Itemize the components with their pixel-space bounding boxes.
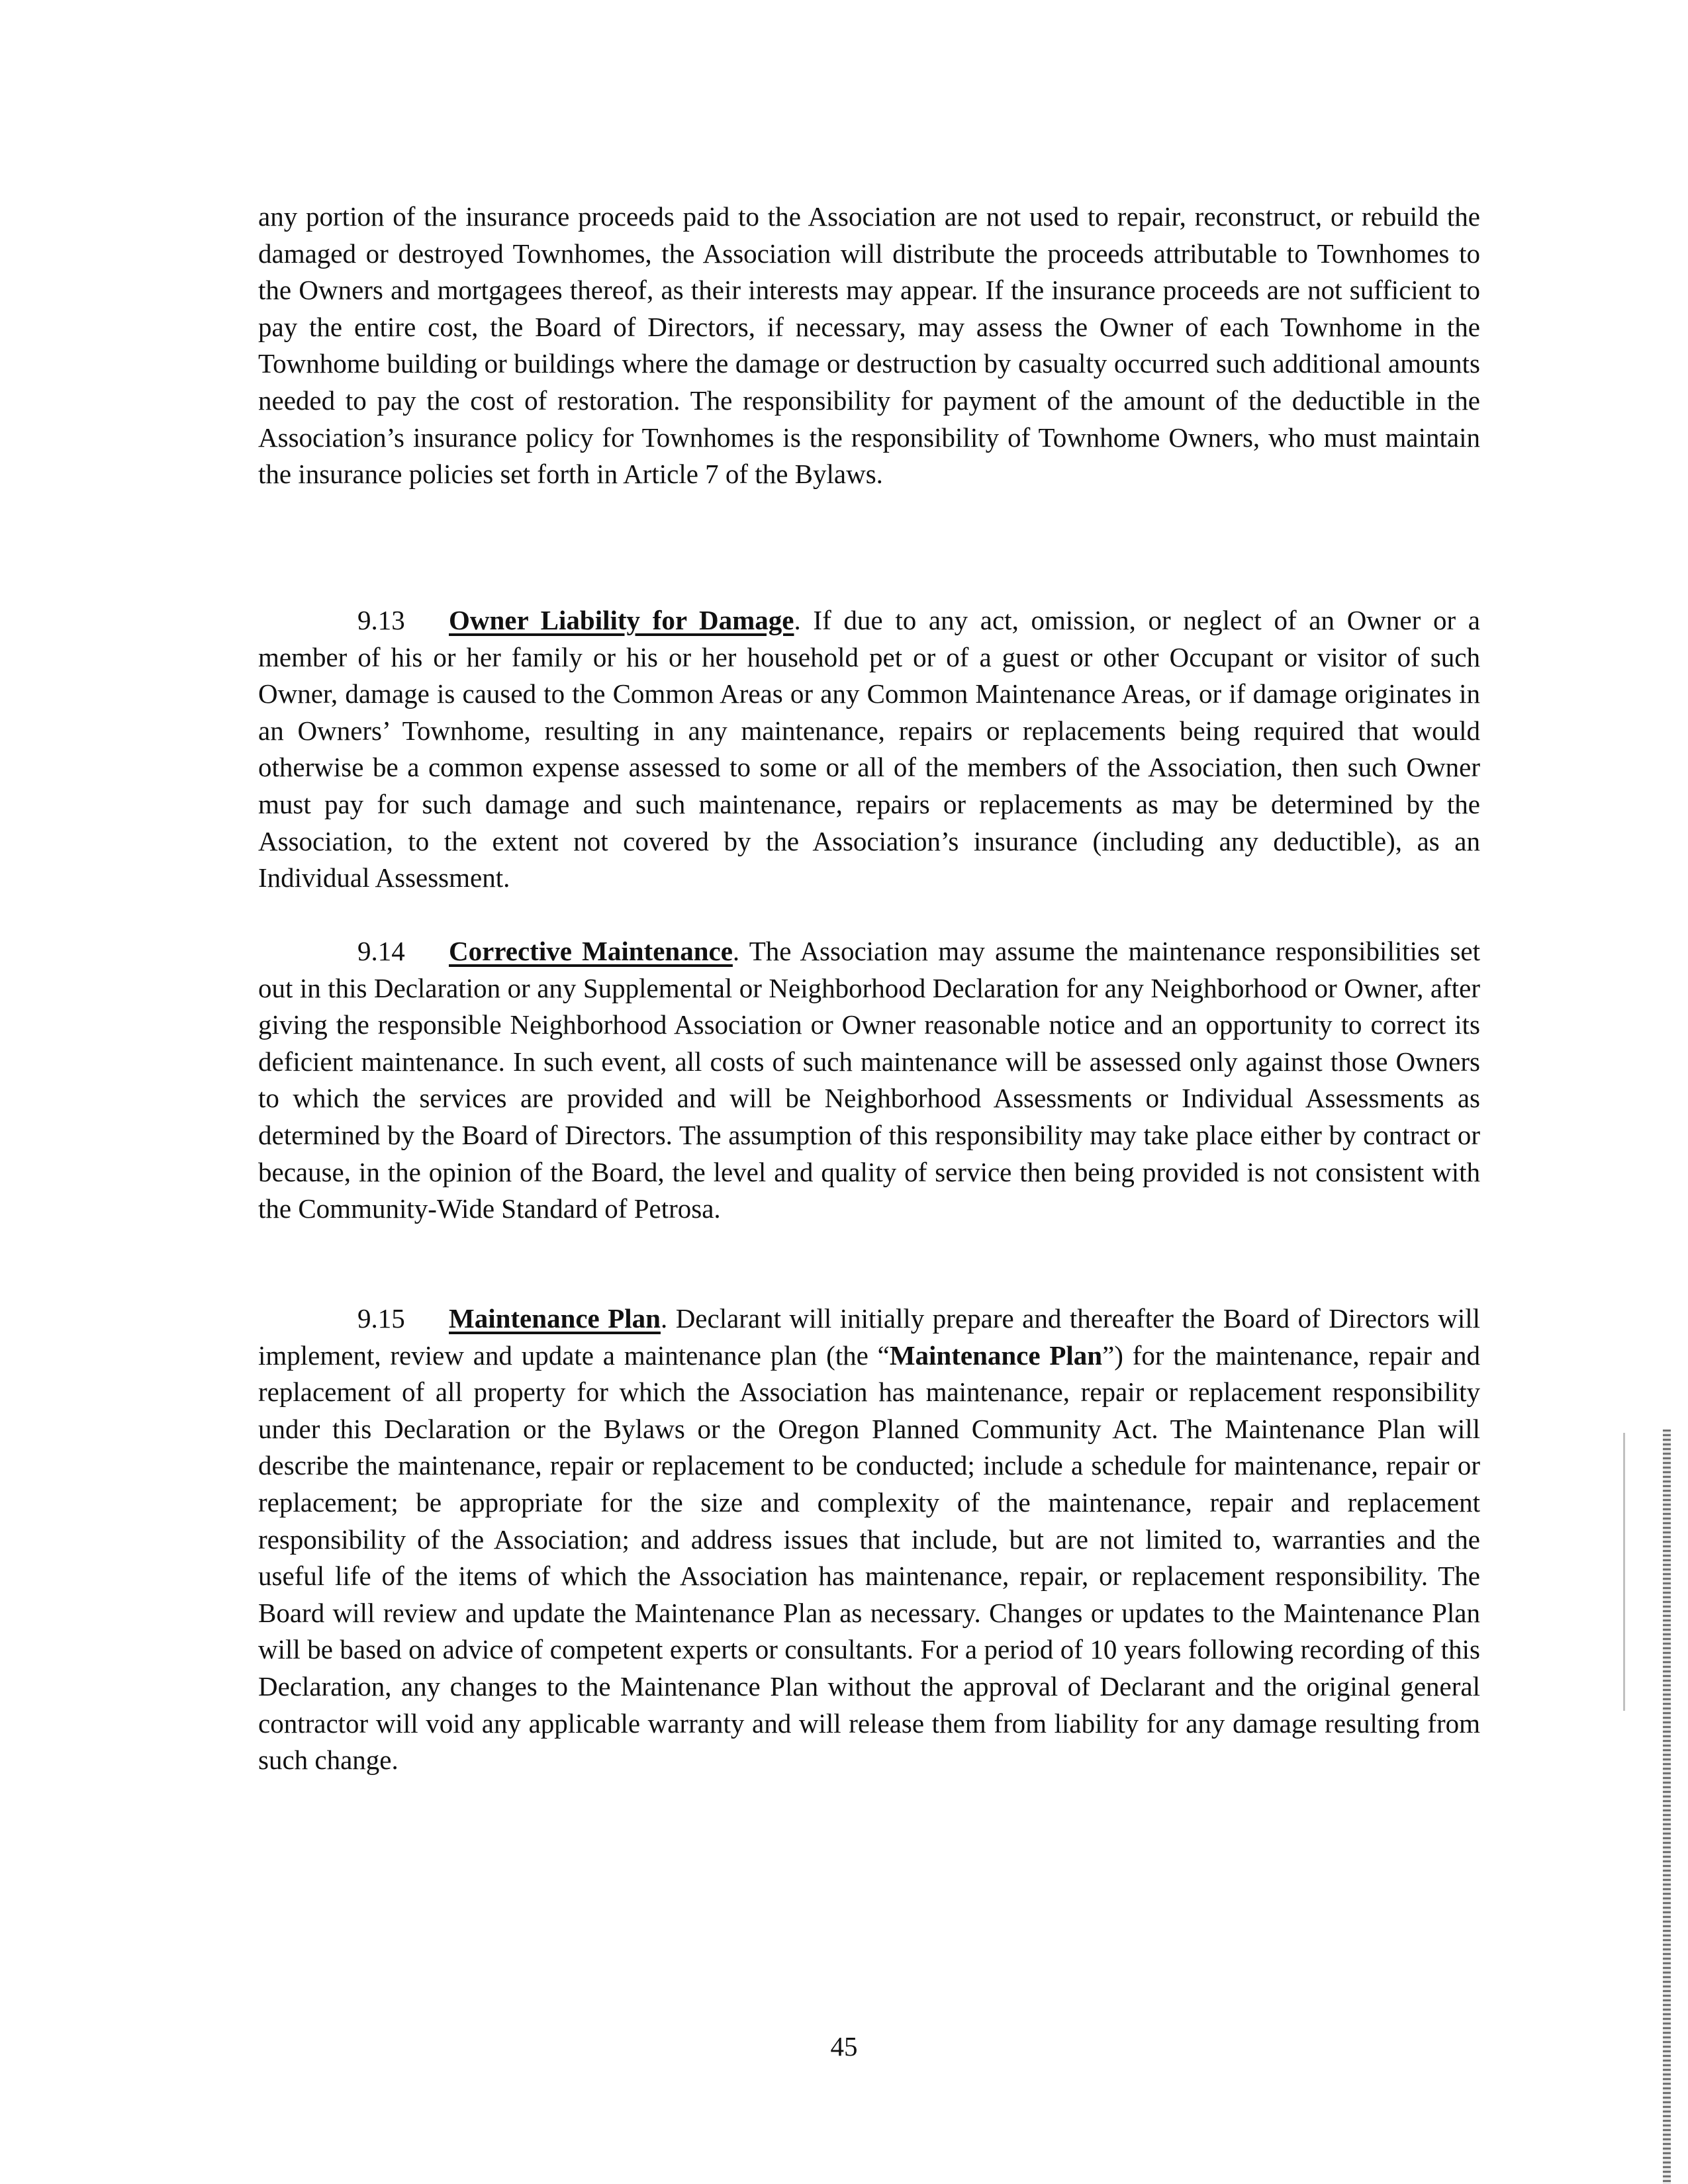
section-title: Maintenance Plan xyxy=(449,1303,661,1334)
section-title: Owner Liability for Damage xyxy=(449,605,794,635)
continuation-paragraph: any portion of the insurance proceeds paid to the Association are not used to repair, reconstruct, or rebuild the damaged or destroyed Townhomes, the Association will distribute the proceeds attributable to Townhomes to the Owners and mortgagees thereof, as their interests may appear. If the insurance proceeds are not sufficient to pay the entire cost, the Board of Directors, if necessary, may assess the Owner of each Townhome in the Townhome building or buildings where the damage or destruction by casualty occurred such additional amounts needed to pay the cost of restoration. The responsibility for payment of the amount of the deductible in the Association’s insurance policy for Townhomes is the responsibility of Townhome Owners, who must maintain the insurance policies set forth in Article 7 of the Bylaws. xyxy=(258,201,1480,490)
section-number: 9.15 xyxy=(357,1303,405,1334)
scan-edge-artifact xyxy=(1663,1430,1671,2184)
scan-artifact-line xyxy=(1623,1433,1625,1711)
section-body: . The Association may assume the maintenance responsibilities set out in this Declaration or any Supplemental or Neighborhood Declaration for any Neighborhood or Owner, after giving the responsible Neighborhood Association or Owner reasonable notice and an opportunity to correct its deficient maintenance. In such event, all costs of such maintenance will be assessed only against those Owners to which the services are provided and will be Neighborhood Assessments or Individual Assessments as determined by the Board of Directors. The assumption of this responsibility may take place either by contract or because, in the opinion of the Board, the level and quality of service then being provided is not consistent with the Community-Wide Standard of Petrosa. xyxy=(258,936,1480,1224)
section-9-15 xyxy=(258,1300,1480,1779)
defined-term: Maintenance Plan xyxy=(889,1340,1103,1371)
section-body-before: . Declarant will initially prepare and thereafter the Board of Directors will implement, review and update a maintenance plan (the “ xyxy=(258,1303,1480,1371)
section-number: 9.14 xyxy=(357,936,405,966)
section-body-after: ”) for the maintenance, repair and replacement of all property for which the Association has maintenance, repair or replacement responsibility under this Declaration or the Bylaws or the Oregon Planned Community Act. The Maintenance Plan will describe the maintenance, repair or replacement to be conducted; include a schedule for maintenance, repair or replacement; be appropriate for the size and complexity of the maintenance, repair and replacement responsibility of the Association; and address issues that include, but are not limited to, warranties and the useful life of the items of which the Association has maintenance, repair, or replacement responsibility. The Board will review and update the Maintenance Plan as necessary. Changes or updates to the Maintenance Plan will be based on advice of competent experts or consultants. For a period of 10 years following recording of this Declaration, any changes to the Maintenance Plan without the approval of Declarant and the original general contractor will void any applicable warranty and will release them from liability for any damage resulting from such change. xyxy=(258,1340,1480,1776)
section-body: . If due to any act, omission, or neglect of an Owner or a member of his or her family or his or her household pet or of a guest or other Occupant or visitor of such Owner, damage is caused to the Common Areas or any Common Maintenance Areas, or if damage originates in an Owners’ Townhome, resulting in any maintenance, repairs or replacements being required that would otherwise be a common expense assessed to some or all of the members of the Association, then such Owner must pay for such damage and such maintenance, repairs or replacements as may be determined by the Association, to the extent not covered by the Association’s insurance (including any deductible), as an Individual Assessment. xyxy=(258,605,1480,893)
section-paragraph xyxy=(258,1300,1480,1779)
section-9-13 xyxy=(258,602,1480,897)
section-9-14 xyxy=(258,933,1480,1228)
continuation-block xyxy=(258,199,1480,493)
section-paragraph xyxy=(258,933,1480,1228)
page-number: 45 xyxy=(830,2031,858,2062)
section-paragraph xyxy=(258,602,1480,897)
section-number: 9.13 xyxy=(357,605,405,635)
section-title: Corrective Maintenance xyxy=(449,936,733,966)
